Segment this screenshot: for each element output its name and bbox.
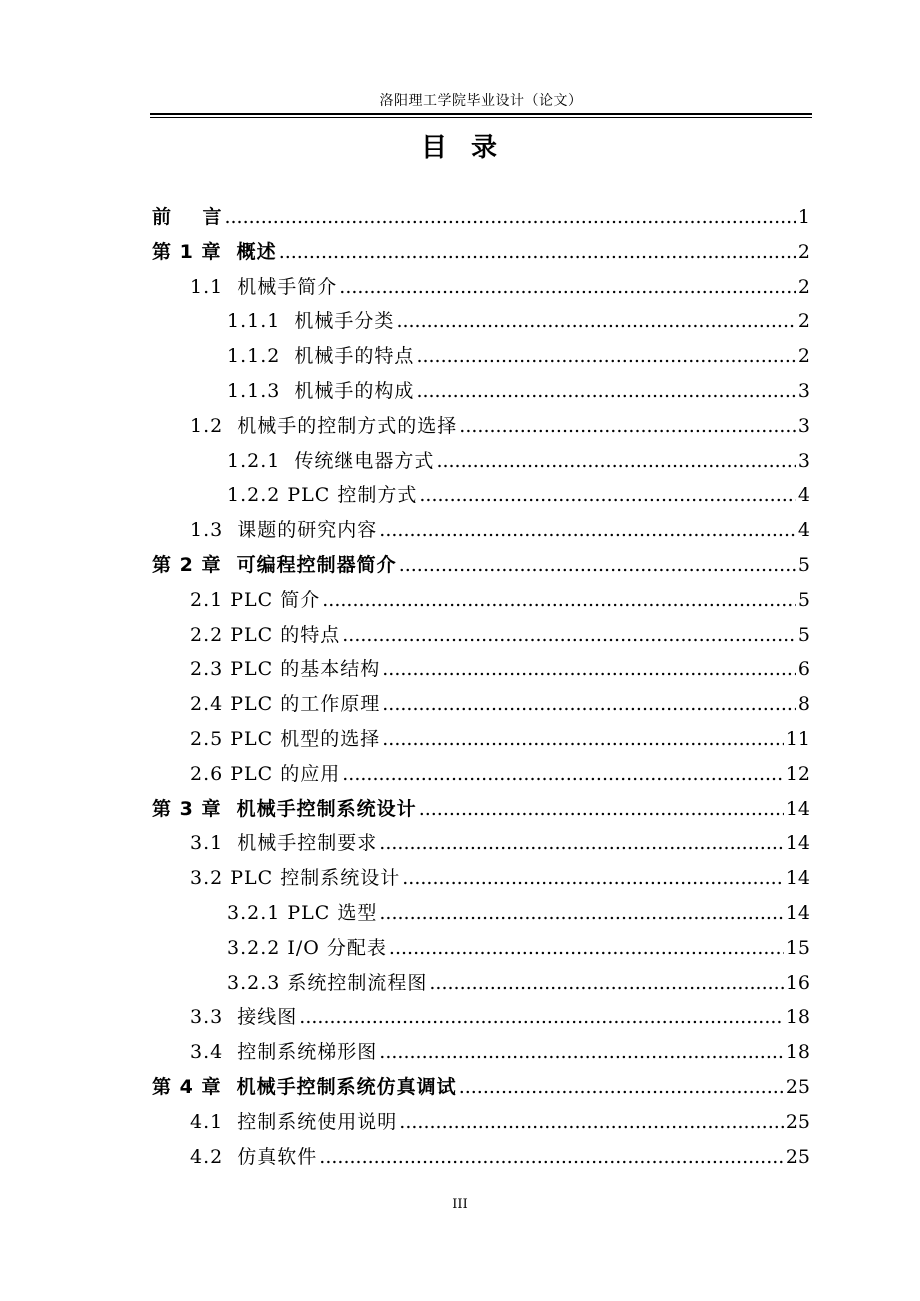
toc-entry-leader: [279, 235, 796, 270]
toc-title: 目 录: [420, 133, 500, 163]
table-of-contents: [152, 200, 810, 1174]
toc-entry-leader: [379, 1035, 784, 1070]
toc-entry-label: 3.3 接线图: [190, 1006, 298, 1029]
toc-entry-label: 1.2 机械手的控制方式的选择: [190, 414, 458, 437]
toc-entry[interactable]: [152, 931, 810, 966]
toc-entry-leader: [459, 1070, 784, 1105]
toc-entry-label: 3.2 PLC 控制系统设计: [190, 867, 401, 890]
toc-entry-leader: [382, 652, 796, 687]
toc-entry-label: 4.1 控制系统使用说明: [190, 1110, 398, 1133]
toc-entry-leader: [402, 861, 784, 896]
page-number: III: [452, 1197, 468, 1212]
toc-entry-leader: [419, 792, 784, 827]
toc-entry[interactable]: [152, 966, 810, 1001]
toc-entry[interactable]: [152, 826, 810, 861]
toc-entry-page: 25: [785, 1075, 810, 1098]
toc-entry-leader: [342, 618, 796, 653]
toc-entry-label: 3.4 控制系统梯形图: [190, 1041, 378, 1064]
toc-entry[interactable]: [152, 1000, 810, 1035]
toc-entry-leader: [382, 722, 784, 757]
toc-entry-page: 5: [797, 588, 810, 611]
toc-entry-page: 2: [797, 275, 810, 298]
toc-entry-leader: [399, 1105, 784, 1140]
toc-entry-label: 4.2 仿真软件: [190, 1145, 318, 1168]
toc-entry-label: 2.1 PLC 简介: [190, 588, 321, 611]
toc-entry-label: 3.2.3 系统控制流程图: [227, 971, 428, 994]
toc-entry[interactable]: [152, 757, 810, 792]
toc-entry-label: 1.1.1 机械手分类: [227, 310, 395, 333]
toc-entry-page: 8: [797, 693, 810, 716]
toc-entry[interactable]: [152, 304, 810, 339]
toc-entry-leader: [396, 304, 795, 339]
toc-entry-label: 第 4 章 机械手控制系统仿真调试: [152, 1075, 457, 1098]
toc-entry-label: 3.2.2 I/O 分配表: [227, 936, 387, 959]
toc-entry-page: 5: [797, 623, 810, 646]
toc-entry-page: 16: [785, 971, 810, 994]
toc-entry-label: 前 言: [152, 206, 223, 228]
toc-entry[interactable]: [152, 652, 810, 687]
toc-entry-page: 14: [785, 867, 810, 890]
toc-entry-page: 11: [785, 727, 810, 750]
toc-entry-leader: [379, 513, 796, 548]
toc-entry-label: 1.1 机械手简介: [190, 275, 338, 298]
toc-entry[interactable]: [152, 444, 810, 479]
toc-entry-leader: [379, 896, 783, 931]
toc-entry[interactable]: [152, 618, 810, 653]
page-header: 洛阳理工学院毕业设计（论文）: [379, 93, 583, 109]
toc-entry[interactable]: [152, 200, 810, 235]
toc-entry-leader: [419, 478, 796, 513]
toc-entry-leader: [382, 687, 796, 722]
toc-entry-page: 14: [785, 797, 810, 820]
toc-entry[interactable]: [152, 896, 810, 931]
toc-entry-label: 第 2 章 可编程控制器简介: [152, 553, 397, 576]
header-rule-thin: [150, 117, 812, 118]
toc-entry-leader: [436, 444, 795, 479]
toc-entry-label: 3.2.1 PLC 选型: [227, 901, 378, 924]
toc-entry-label: 2.4 PLC 的工作原理: [190, 693, 381, 716]
toc-entry-leader: [399, 548, 796, 583]
toc-entry-page: 14: [785, 901, 810, 924]
toc-entry[interactable]: [152, 722, 810, 757]
toc-entry-label: 2.6 PLC 的应用: [190, 762, 341, 785]
toc-entry-page: 3: [797, 414, 810, 437]
toc-entry-page: 25: [785, 1145, 810, 1168]
toc-entry-page: 18: [785, 1006, 810, 1029]
toc-entry-page: 3: [797, 379, 810, 402]
toc-entry-label: 2.5 PLC 机型的选择: [190, 727, 381, 750]
toc-entry-label: 2.3 PLC 的基本结构: [190, 658, 381, 681]
toc-entry-leader: [429, 966, 783, 1001]
header-rule-thick: [150, 113, 812, 115]
toc-entry-leader: [342, 757, 784, 792]
toc-entry[interactable]: [152, 1140, 810, 1175]
toc-entry[interactable]: [152, 583, 810, 618]
toc-entry-page: 18: [785, 1041, 810, 1064]
toc-entry[interactable]: [152, 792, 810, 827]
toc-entry[interactable]: [152, 548, 810, 583]
toc-entry-leader: [299, 1000, 784, 1035]
toc-entry[interactable]: [152, 478, 810, 513]
toc-entry-label: 1.2.2 PLC 控制方式: [227, 484, 418, 507]
toc-entry-page: 2: [797, 240, 810, 263]
toc-entry[interactable]: [152, 235, 810, 270]
toc-entry-label: 1.2.1 传统继电器方式: [227, 449, 435, 472]
toc-entry-page: 15: [785, 936, 810, 959]
toc-entry-label: 3.1 机械手控制要求: [190, 832, 378, 855]
toc-entry-label: 1.1.2 机械手的特点: [227, 345, 415, 368]
toc-entry[interactable]: [152, 861, 810, 896]
toc-entry[interactable]: [152, 687, 810, 722]
toc-entry-leader: [224, 200, 795, 235]
toc-entry-page: 3: [797, 449, 810, 472]
toc-entry[interactable]: [152, 1070, 810, 1105]
toc-entry-page: 2: [797, 310, 810, 333]
toc-entry-leader: [416, 339, 795, 374]
toc-entry-leader: [319, 1140, 784, 1175]
toc-entry-page: 14: [785, 832, 810, 855]
toc-entry[interactable]: [152, 339, 810, 374]
toc-entry-leader: [459, 409, 796, 444]
toc-entry-page: 12: [785, 762, 810, 785]
toc-entry-label: 2.2 PLC 的特点: [190, 623, 341, 646]
toc-entry[interactable]: [152, 409, 810, 444]
toc-entry-page: 4: [797, 484, 810, 507]
toc-entry-label: 1.3 课题的研究内容: [190, 519, 378, 542]
toc-entry[interactable]: [152, 374, 810, 409]
toc-entry-leader: [322, 583, 796, 618]
toc-entry-label: 第 3 章 机械手控制系统设计: [152, 797, 417, 820]
toc-entry-page: 1: [797, 206, 810, 228]
toc-entry[interactable]: [152, 1035, 810, 1070]
toc-entry-leader: [339, 270, 796, 305]
toc-entry-page: 2: [797, 345, 810, 368]
toc-entry-leader: [389, 931, 784, 966]
toc-entry[interactable]: [152, 270, 810, 305]
toc-entry-leader: [416, 374, 795, 409]
toc-entry-leader: [379, 826, 784, 861]
toc-entry-page: 6: [797, 658, 810, 681]
toc-entry-page: 5: [797, 553, 810, 576]
toc-entry-page: 25: [785, 1110, 810, 1133]
toc-entry-label: 第 1 章 概述: [152, 240, 277, 263]
toc-entry-label: 1.1.3 机械手的构成: [227, 379, 415, 402]
toc-entry[interactable]: [152, 1105, 810, 1140]
toc-entry[interactable]: [152, 513, 810, 548]
toc-entry-page: 4: [797, 519, 810, 542]
